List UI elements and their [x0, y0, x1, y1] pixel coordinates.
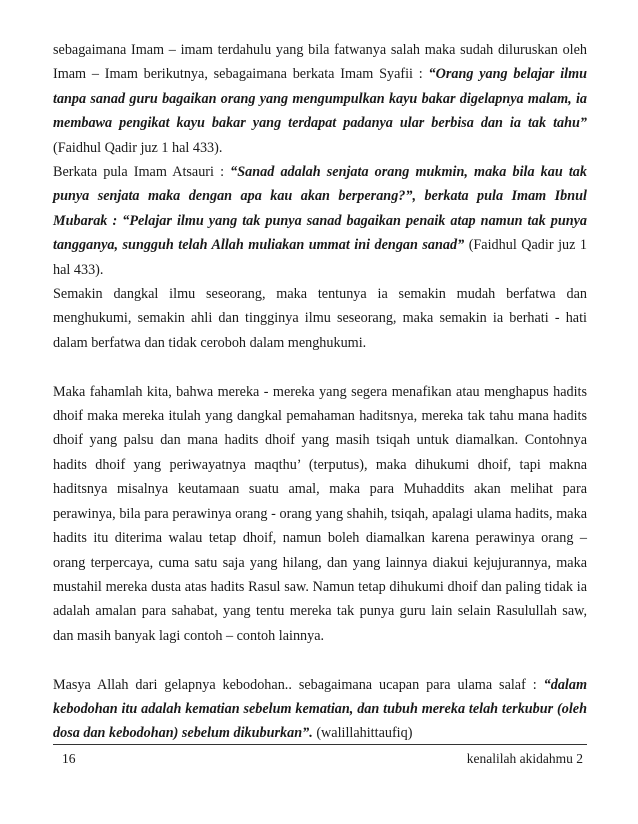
footer-divider [53, 744, 587, 745]
paragraph-dangkal-ilmu [53, 282, 587, 355]
text-run: Semakin dangkal ilmu seseorang, maka tentunya ia semakin mudah berfatwa dan menghukumi, semakin ahli dan tingginya ilmu seseorang, maka semakin ia berhati - hati dalam berfatwa dan tidak ceroboh dalam menghukumi. [53, 286, 587, 351]
citation: (Faidhul Qadir juz 1 hal 433). [53, 139, 223, 156]
paragraph-ulama-salaf [53, 673, 587, 746]
paragraph-syafii-quote [53, 38, 587, 160]
text-run: sebagaimana Imam – imam terdahulu yang bila fatwanya salah maka sudah diluruskan oleh Imam – Imam berikutnya, sebagaimana berkata Imam Syafii : [53, 42, 587, 83]
quote-syafii: “Orang yang belajar ilmu tanpa sanad guru bagaikan orang yang mengumpulkan kayu bakar digelapnya malam, ia membawa pengikat kayu bakar yang terdapat padanya ular berbisa dan ia tak tahu” [53, 66, 588, 132]
running-title: kenalilah akidahmu 2 [466, 751, 583, 766]
body-text [53, 38, 587, 746]
text-run: Maka fahamlah kita, bahwa mereka - mereka yang segera menafikan atau menghapus hadits dhoif maka mereka itulah yang dangkal pemahaman haditsnya, mereka tak tahu mana hadits dhoif yang palsu dan mana hadits dhoif yang masih tsiqah untuk diamalkan. Contohnya hadits dhoif yang periwayatnya maqthu’ (terputus), maka dihukumi dhoif, tapi makna haditsnya misalnya keutamaan suatu amal, maka para Muhaddits akan melihat para perawinya, bila para perawinya orang - orang yang shahih, tsiqah, apalagi ulama hadits, maka hadits itu diterima walau tetap dhoif, namun boleh diamalkan karena perawinya orang – orang terpercaya, cuma satu saja yang hilang, dan yang lainnya diakui kejujurannya, maka mustahil mereka dusta atas hadits Rasul saw. Namun tetap dihukumi dhoif dan paling tidak ia adalah amalan para sahabat, yang tentu mereka tak punya guru lain selain Rasulullah saw, dan masih banyak lagi contoh – contoh lainnya. [53, 383, 587, 644]
text-run: (walillahittaufiq) [312, 725, 413, 742]
page-number: 16 [62, 751, 76, 766]
quote-ulama-salaf: “dalam kebodohan itu adalah kematian sebelum kematian, dan tubuh mereka telah terkubur (oleh dosa dan kebodohan) sebelum dikuburkan”. [53, 676, 587, 742]
paragraph-atsauri-quote [53, 160, 587, 282]
text-run: Masya Allah dari gelapnya kebodohan.. sebagaimana ucapan para ulama salaf : [53, 676, 544, 693]
quote-atsauri-mubarak: “Sanad adalah senjata orang mukmin, maka bila kau tak punya senjata maka dengan apa kau akan berperang?”, berkata pula Imam Ibnul Mubarak : “Pelajar ilmu yang tak punya sanad bagaikan penaik atap namun tak punya tangganya, sungguh telah Allah muliakan ummat ini dengan sanad” [53, 164, 587, 254]
citation: (Faidhul Qadir juz 1 hal 433). [53, 237, 587, 278]
text-run: Berkata pula Imam Atsauri : [53, 164, 231, 181]
paragraph-hadits-dhoif [53, 380, 587, 648]
